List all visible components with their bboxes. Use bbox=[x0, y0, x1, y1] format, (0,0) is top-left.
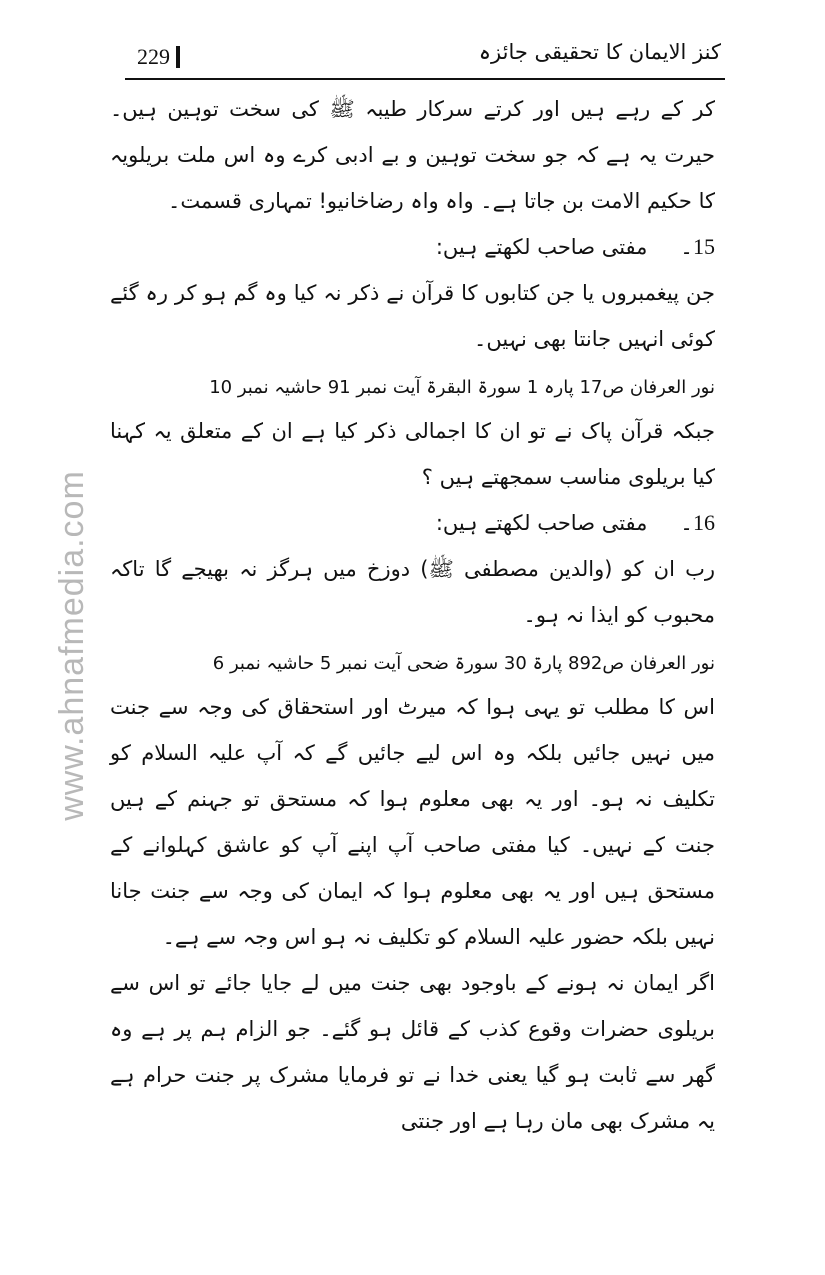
watermark-text: www.ahnafmedia.com bbox=[52, 469, 91, 821]
page-number bbox=[137, 44, 180, 70]
item-16-number: 16۔ bbox=[680, 510, 715, 535]
reference-15: نور العرفان ص17 پارہ 1 سورۃ البقرۃ آیت نمبر 91 حاشیہ نمبر 10 bbox=[209, 377, 715, 398]
item-15-heading-text: مفتی صاحب لکھتے ہیں: bbox=[435, 235, 648, 259]
page-number-bar bbox=[176, 46, 180, 68]
paragraph-intro: کر کے رہے ہیں اور کرتے سرکار طیبہ ﷺ کی سخت توہین ہیں۔ حیرت یہ ہے کہ جو سخت توہین و بے ادبی کرے وہ اس ملت بریلویہ کا حکیم الامت بن جاتا ہے۔ واہ واہ رضاخانیو! تمہاری قسمت۔ bbox=[110, 97, 715, 213]
book-title: کنز الایمان کا تحقیقی جائزہ bbox=[478, 40, 721, 64]
page-number-text: 229 bbox=[137, 44, 170, 69]
quote-16: رب ان کو (والدین مصطفی ﷺ) دوزخ میں ہرگز نہ بھیجے گا تاکہ محبوب کو ایذا نہ ہو۔ bbox=[110, 557, 715, 627]
item-15-heading bbox=[110, 224, 715, 270]
quote-15: جن پیغمبروں یا جن کتابوں کا قرآن نے ذکر نہ کیا وہ گم ہو کر رہ گئے کوئی انہیں جانتا بھی نہیں۔ bbox=[110, 281, 715, 351]
watermark bbox=[42, 440, 102, 850]
item-16-heading-text: مفتی صاحب لکھتے ہیں: bbox=[435, 511, 648, 535]
item-16-heading bbox=[110, 500, 715, 546]
item-15-number: 15۔ bbox=[680, 234, 715, 259]
page-header bbox=[125, 38, 725, 80]
page-body bbox=[110, 86, 715, 1144]
paragraph-last: اگر ایمان نہ ہونے کے باوجود بھی جنت میں لے جایا جائے تو اس سے بریلوی حضرات وقوع کذب کے قائل ہو گئے۔ جو الزام ہم پر ہے وہ گھر سے ثابت ہو گیا یعنی خدا نے تو فرمایا مشرک پر جنت حرام ہے یہ مشرک بھی مان رہا ہے اور جنتی bbox=[110, 971, 715, 1133]
reference-16: نور العرفان ص892 پارۃ 30 سورۃ ضحی آیت نمبر 5 حاشیہ نمبر 6 bbox=[212, 653, 715, 674]
paragraph-15: جبکہ قرآن پاک نے تو ان کا اجمالی ذکر کیا ہے ان کے متعلق یہ کہنا کیا بریلوی مناسب سمجھتے ہیں ؟ bbox=[110, 419, 715, 489]
paragraph-16: اس کا مطلب تو یہی ہوا کہ میرٹ اور استحقاق کی وجہ سے جنت میں نہیں جائیں بلکہ وہ اس لیے جائیں گے کہ آپ علیہ السلام کو تکلیف نہ ہو۔ اور یہ بھی معلوم ہوا کہ مستحق تو جہنم کے ہیں جنت کے نہیں۔ کیا مفتی صاحب آپ اپنے آپ کو عاشق کہلوانے کے مستحق ہیں اور یہ بھی معلوم ہوا کہ ایمان کی وجہ سے جنت جانا نہیں بلکہ حضور علیہ السلام کو تکلیف نہ ہو اس وجہ سے ہے۔ bbox=[110, 695, 715, 949]
